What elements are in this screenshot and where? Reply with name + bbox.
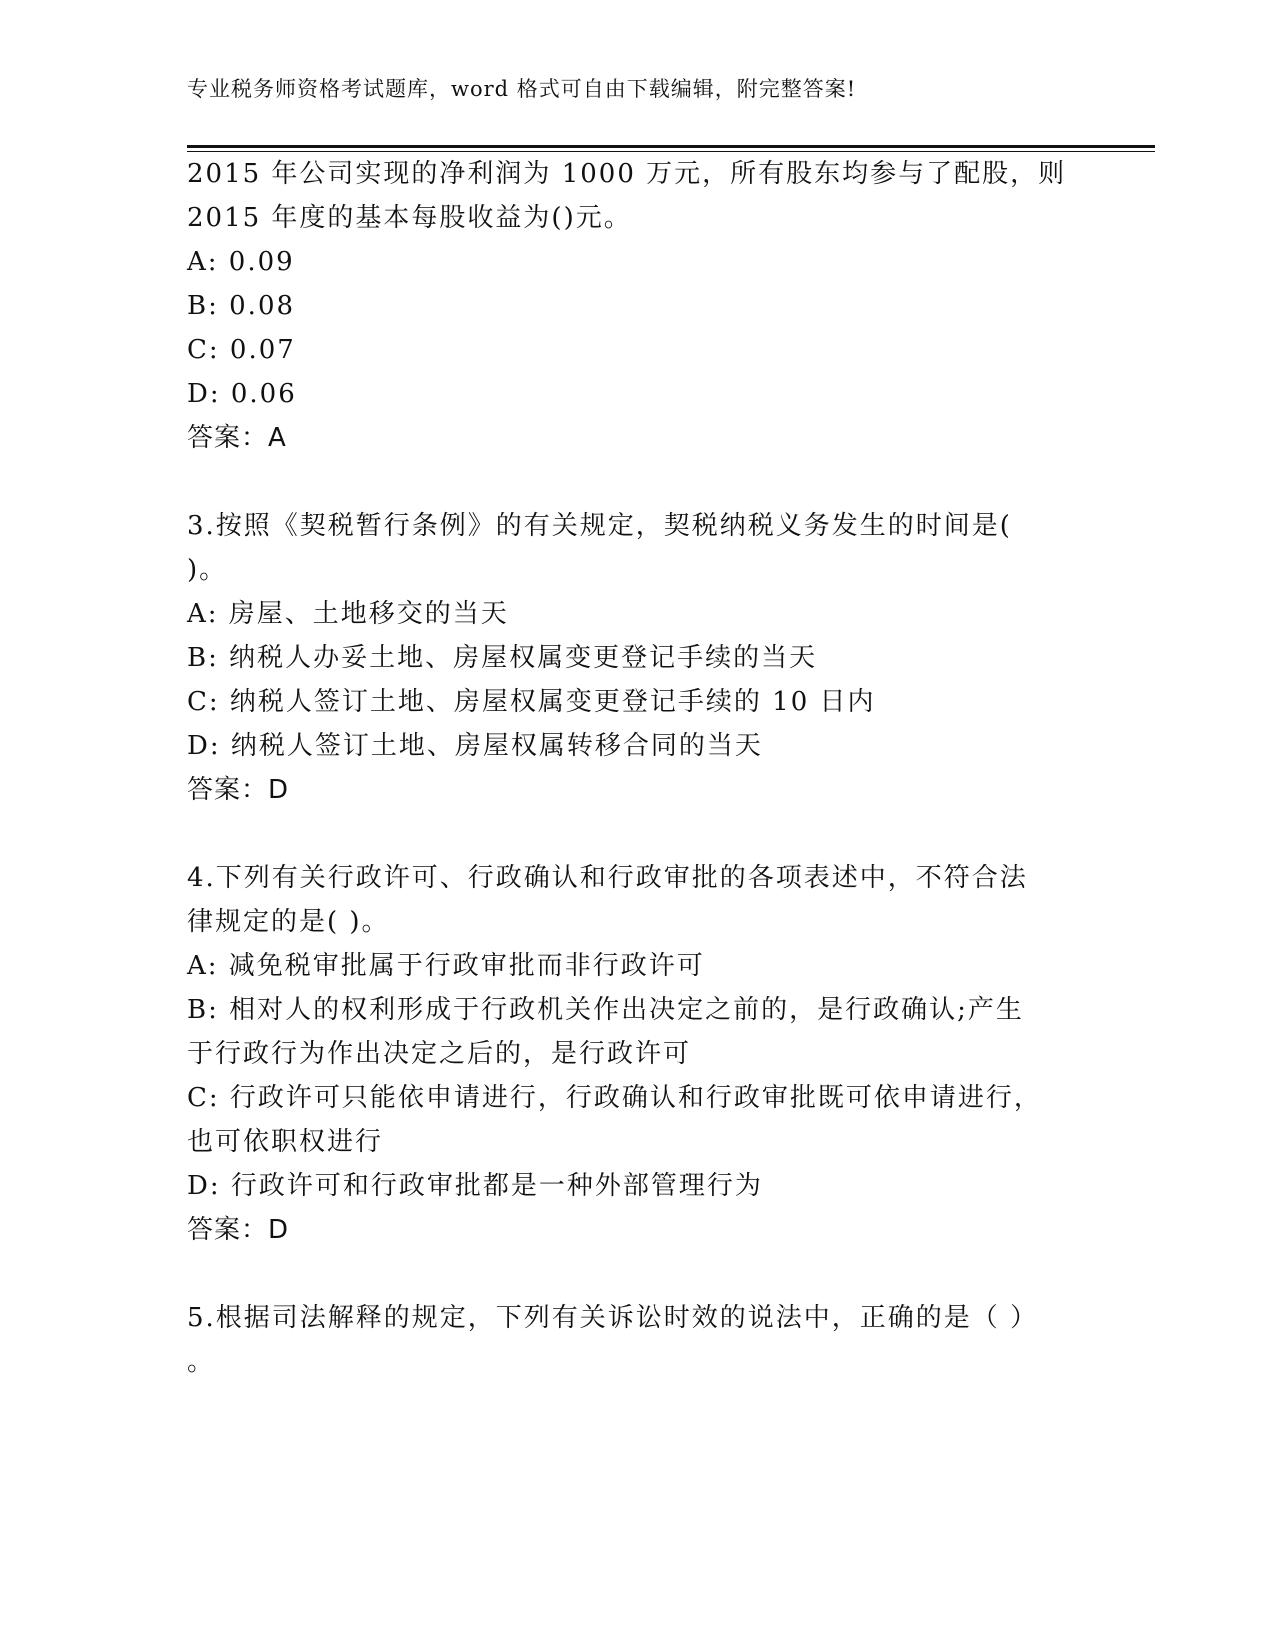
q3-option-d: D: 纳税人签订土地、房屋权属转移合同的当天 (187, 731, 763, 761)
q2-answer: 答案：A (187, 423, 287, 453)
q5-stem-line2: 。 (187, 1347, 216, 1377)
q5-stem-line1: 5.根据司法解释的规定，下列有关诉讼时效的说法中，正确的是（ ） (187, 1303, 1039, 1333)
q3-stem-line2: )。 (187, 555, 228, 585)
q2-option-a: A: 0.09 (187, 247, 295, 277)
q4-stem-line2: 律规定的是( )。 (187, 907, 390, 937)
q4-answer: 答案：D (187, 1215, 290, 1245)
q4-stem-line1: 4.下列有关行政许可、行政确认和行政审批的各项表述中，不符合法 (187, 863, 1028, 893)
q3-option-b: B: 纳税人办妥土地、房屋权属变更登记手续的当天 (187, 643, 818, 673)
q4-option-b-line2: 于行政行为作出决定之后的，是行政许可 (187, 1039, 692, 1069)
q3-answer: 答案：D (187, 775, 290, 805)
header-rule-thin (187, 151, 1155, 152)
q4-option-a: A: 减免税审批属于行政审批而非行政许可 (187, 951, 705, 981)
q2-option-d: D: 0.06 (187, 379, 297, 409)
q3-option-c: C: 纳税人签订土地、房屋权属变更登记手续的 10 日内 (187, 687, 876, 717)
q2-stem-line2: 2015 年度的基本每股收益为()元。 (187, 203, 632, 233)
q3-option-a: A: 房屋、土地移交的当天 (187, 599, 509, 629)
q2-stem-line1: 2015 年公司实现的净利润为 1000 万元，所有股东均参与了配股，则 (187, 159, 1067, 189)
header-rule-thick (187, 145, 1155, 148)
q4-option-d: D: 行政许可和行政审批都是一种外部管理行为 (187, 1171, 763, 1201)
page-header: 专业税务师资格考试题库，word 格式可自由下载编辑，附完整答案! (187, 77, 857, 101)
q4-option-c-line1: C: 行政许可只能依申请进行，行政确认和行政审批既可依申请进行， (187, 1083, 1042, 1113)
q4-option-b-line1: B: 相对人的权利形成于行政机关作出决定之前的，是行政确认;产生 (187, 995, 1024, 1025)
q2-option-c: C: 0.07 (187, 335, 296, 365)
q2-option-b: B: 0.08 (187, 291, 296, 321)
q3-stem-line1: 3.按照《契税暂行条例》的有关规定，契税纳税义务发生的时间是( (187, 511, 1012, 541)
q4-option-c-line2: 也可依职权进行 (187, 1127, 384, 1157)
